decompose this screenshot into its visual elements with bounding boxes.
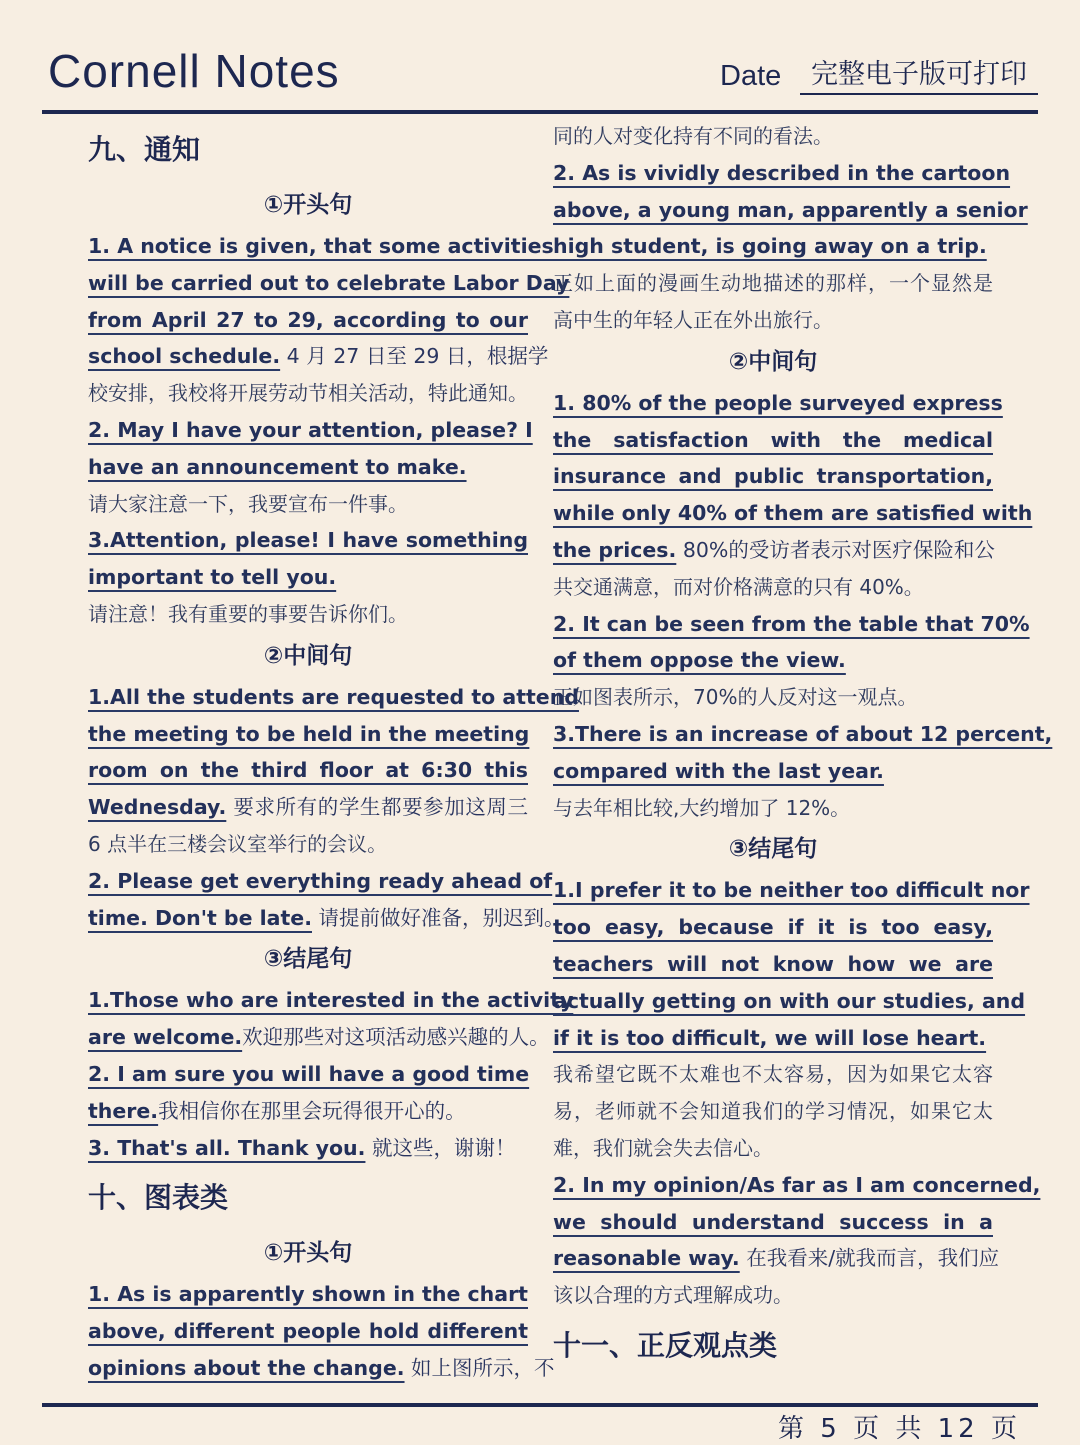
- translation-line: 难，我们就会失去信心。: [553, 1135, 773, 1160]
- sentence-line: 1. 80% of the people surveyed express: [553, 390, 1003, 415]
- translation-line: 正如上面的漫画生动地描述的那样，一个显然是: [553, 271, 993, 296]
- sentence-line: too easy, because if it is too easy,: [553, 915, 993, 940]
- sentence-zh: 就这些，谢谢！: [365, 1135, 516, 1160]
- sentence-line: [553, 1240, 1000, 1277]
- sentence-line: [88, 1093, 528, 1130]
- sentence-en: time. Don't be late.: [88, 905, 312, 930]
- translation-line: 请注意！我有重要的事要告诉你们。: [88, 601, 408, 626]
- sentence-line: [553, 532, 993, 569]
- translation-line: 6 点半在三楼会议室举行的会议。: [88, 831, 388, 856]
- sentence-zh: 如上图所示，不: [404, 1355, 555, 1380]
- date-label: Date: [720, 60, 782, 92]
- sentence-line: important to tell you.: [88, 565, 337, 590]
- section-title: 九、通知: [88, 133, 201, 166]
- page-number: 第 5 页 共 12 页: [778, 1414, 1021, 1444]
- sentence-line: [88, 789, 528, 826]
- sentence-zh: 4 月 27 日至 29 日，根据学: [280, 344, 549, 369]
- date-value: 完整电子版可打印: [800, 52, 1038, 95]
- sentence-line: compared with the last year.: [553, 758, 884, 783]
- subsection-title: ①开头句: [263, 1240, 353, 1267]
- sentence-line: 1.I prefer it to be neither too difficult nor: [553, 878, 1030, 903]
- sentence-en: 3. That's all. Thank you.: [88, 1135, 366, 1160]
- translation-line: 与去年相比较,大约增加了 12%。: [553, 795, 851, 820]
- sentence-line: 2. As is vividly described in the cartoon: [553, 160, 1011, 185]
- sentence-line: 1.All the students are requested to attend: [88, 684, 579, 709]
- sentence-zh: 请提前做好准备，别迟到。: [312, 905, 565, 930]
- sentence-zh: 欢迎那些对这项活动感兴趣的人。: [242, 1025, 550, 1050]
- sentence-zh: 要求所有的学生都要参加这周三: [226, 795, 528, 820]
- sentence-line: above, a young man, apparently a senior: [553, 197, 1028, 222]
- page-header: [0, 0, 1080, 116]
- subsection-title: ②中间句: [728, 348, 818, 375]
- translation-line: 我希望它既不太难也不太容易，因为如果它太容: [553, 1062, 993, 1087]
- translation-line: 易，老师就不会知道我们的学习情况，如果它太: [553, 1099, 993, 1124]
- sentence-line: 3.There is an increase of about 12 percent,: [553, 721, 1053, 746]
- translation-line: 共交通满意，而对价格满意的只有 40%。: [553, 574, 924, 599]
- subsection-title: ②中间句: [263, 642, 353, 669]
- sentence-line: 2. Please get everything ready ahead of: [88, 868, 553, 893]
- sentence-line: the meeting to be held in the meeting: [88, 721, 530, 746]
- sentence-line: 1.Those who are interested in the activity: [88, 988, 574, 1013]
- sentence-line: of them oppose the view.: [553, 648, 846, 673]
- sentence-zh: 80%的受访者表示对医疗保险和公: [676, 537, 995, 562]
- sentence-line: will be carried out to celebrate Labor Day: [88, 270, 570, 295]
- sentence-line: we should understand success in a: [553, 1209, 993, 1234]
- sentence-line: 2. I am sure you will have a good time: [88, 1061, 530, 1086]
- sentence-line: 1. A notice is given, that some activities: [88, 234, 554, 258]
- sentence-line: insurance and public transportation,: [553, 464, 993, 489]
- subsection-title: ①开头句: [263, 192, 353, 218]
- translation-line: 校安排，我校将开展劳动节相关活动，特此通知。: [88, 381, 528, 406]
- section-title: 十一、正反观点类: [553, 1328, 778, 1362]
- sentence-line: while only 40% of them are satisfied with: [553, 501, 1033, 526]
- sentence-en: school schedule.: [88, 344, 281, 369]
- sentence-line: [88, 900, 565, 937]
- sentence-line: [88, 1130, 528, 1167]
- header-divider: [42, 110, 1038, 114]
- sentence-en: opinions about the change.: [88, 1355, 405, 1380]
- sentence-line: [88, 1019, 550, 1056]
- left-column: [88, 118, 579, 1387]
- sentence-en: are welcome.: [88, 1025, 243, 1050]
- section-title: 十、图表类: [88, 1181, 229, 1215]
- sentence-line: have an announcement to make.: [88, 454, 467, 479]
- translation-line: 正如图表所示，70%的人反对这一观点。: [553, 685, 918, 710]
- right-column: [553, 118, 1053, 1378]
- sentence-zh: 我相信你在那里会玩得很开心的。: [158, 1098, 466, 1123]
- translation-line: 请大家注意一下，我要宣布一件事。: [88, 491, 408, 516]
- translation-line: 同的人对变化持有不同的看法。: [553, 124, 833, 148]
- sentence-en: there.: [88, 1098, 159, 1123]
- sentence-line: [88, 1350, 555, 1387]
- sentence-line: 1. As is apparently shown in the chart: [88, 1282, 528, 1307]
- footer-divider: [42, 1403, 1038, 1407]
- translation-line: 高中生的年轻人正在外出旅行。: [553, 307, 833, 332]
- sentence-line: teachers will not know how we are: [553, 951, 993, 976]
- sentence-line: 2. In my opinion/As far as I am concerned,: [553, 1172, 1041, 1197]
- sentence-en: Wednesday.: [88, 795, 227, 820]
- sentence-line: 3.Attention, please! I have something: [88, 528, 528, 553]
- sentence-line: 2. It can be seen from the table that 70%: [553, 611, 1030, 636]
- sentence-line: from April 27 to 29, according to our: [88, 307, 528, 332]
- sentence-line: [88, 338, 549, 375]
- sentence-en: reasonable way.: [553, 1246, 740, 1271]
- sentence-en: the prices.: [553, 537, 677, 562]
- sentence-line: the satisfaction with the medical: [553, 427, 993, 452]
- sentence-line: if it is too difficult, we will lose heart.: [553, 1025, 987, 1050]
- sentence-line: above, different people hold different: [88, 1319, 528, 1344]
- sentence-line: room on the third floor at 6:30 this: [88, 758, 528, 783]
- sentence-line: high student, is going away on a trip.: [553, 234, 987, 259]
- translation-line: 该以合理的方式理解成功。: [553, 1283, 793, 1308]
- page-title: Cornell Notes: [48, 45, 340, 97]
- subsection-title: ③结尾句: [728, 836, 818, 863]
- sentence-zh: 在我看来/就我而言，我们应: [739, 1246, 1000, 1271]
- sentence-line: 2. May I have your attention, please? I: [88, 417, 533, 442]
- sentence-line: actually getting on with our studies, and: [553, 988, 1026, 1013]
- subsection-title: ③结尾句: [263, 946, 353, 973]
